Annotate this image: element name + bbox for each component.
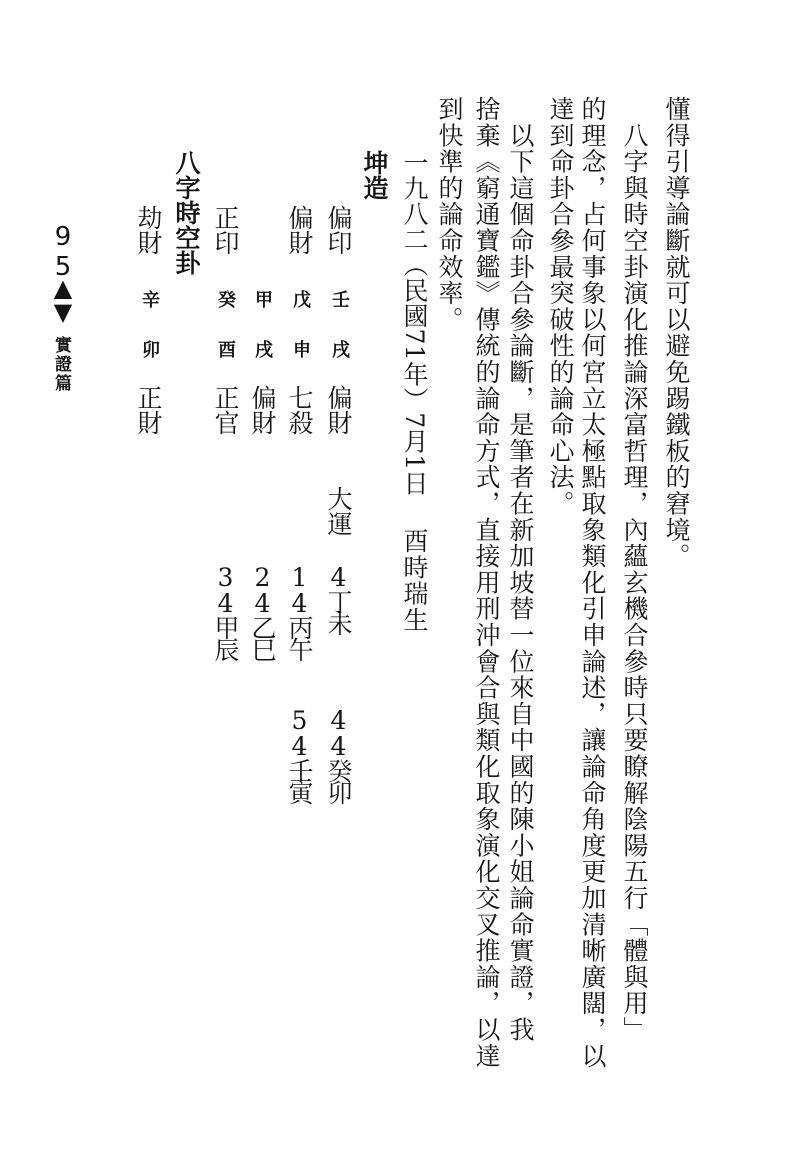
kongua-right-label: 正財 bbox=[134, 385, 163, 435]
page-number-text: 95 bbox=[48, 222, 78, 282]
birth-hour: 酉時瑞生 bbox=[400, 528, 429, 634]
row1-branch: 戌 bbox=[329, 340, 350, 358]
paragraph-line-6: 捨棄《窮通寶鑑》傳統的論命方式，直接用刑沖會合與類化取象演化交叉推論，以達 bbox=[472, 96, 501, 1070]
section-title: 實證篇 bbox=[51, 336, 71, 393]
row4-branch: 酉 bbox=[215, 340, 236, 358]
row2-right-label: 七殺 bbox=[285, 385, 314, 435]
row3-stem: 甲 bbox=[252, 290, 273, 308]
paragraph-line-2: 八字與時空卦演化推論深富哲理，內蘊玄機合參時只要瞭解陰陽五行「體與用」 bbox=[620, 96, 649, 1043]
row4-left-label: 正印 bbox=[211, 205, 240, 255]
paragraph-line-5: 以下這個命卦合參論斷，是筆者在新加坡替一位來自中國的陳小姐論命實證，我 bbox=[506, 96, 535, 1043]
kun-zao-label: 坤造 bbox=[360, 150, 389, 200]
row1-stem: 壬 bbox=[329, 290, 350, 308]
birth-date: 一九八二（民國71年）7月1日 bbox=[400, 150, 429, 497]
kongua-stem: 辛 bbox=[139, 290, 160, 308]
row2-luck-2: 54壬寅 bbox=[285, 706, 314, 802]
paragraph-line-3: 的理念，占何事象以何宮立太極點取象類化引申論述，讓論命角度更加清晰廣闊，以 bbox=[578, 96, 607, 1070]
kongua-label: 八字時空卦 bbox=[172, 150, 201, 275]
row4-right-label: 正官 bbox=[211, 385, 240, 435]
paragraph-line-1: 懂得引導論斷就可以避免踢鐵板的窘境。 bbox=[662, 96, 691, 570]
row2-left-label: 偏財 bbox=[285, 205, 314, 255]
paragraph-line-4: 達到命卦合參最突破性的論命心法。 bbox=[546, 96, 575, 517]
triangle-down-icon: ▼ bbox=[53, 298, 73, 326]
row3-right-label: 偏財 bbox=[248, 385, 277, 435]
row4-stem: 癸 bbox=[215, 290, 236, 308]
row1-left-label: 偏印 bbox=[324, 205, 353, 255]
row2-luck-1: 14丙午 bbox=[285, 563, 314, 659]
row2-stem: 戊 bbox=[290, 290, 311, 308]
triangle-up-icon: ▲ bbox=[53, 274, 73, 302]
paragraph-line-7: 到快準的論命效率。 bbox=[435, 96, 464, 333]
row3-branch: 戌 bbox=[252, 340, 273, 358]
row3-luck-1: 24乙巳 bbox=[248, 563, 277, 659]
row1-luck-1: 4丁未 bbox=[324, 563, 353, 633]
dayun-label: 大運 bbox=[324, 486, 353, 536]
row1-luck-2: 44癸卯 bbox=[324, 706, 353, 802]
kongua-branch: 卯 bbox=[139, 340, 160, 358]
row4-luck-1: 34甲辰 bbox=[211, 563, 240, 659]
row1-right-label: 偏財 bbox=[324, 385, 353, 435]
kongua-left-label: 劫財 bbox=[134, 205, 163, 255]
row2-branch: 申 bbox=[290, 340, 311, 358]
